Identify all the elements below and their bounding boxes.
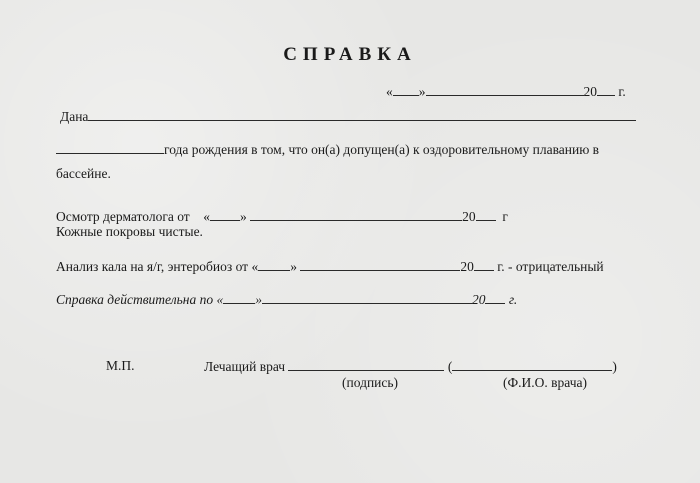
birth-line: [56, 141, 599, 158]
dermatologist-open-quote: «: [203, 209, 210, 224]
name-close-paren: ): [612, 359, 617, 374]
stool-test-year-suffix: г. - отрицательный: [497, 259, 604, 274]
date-year-prefix: 20: [583, 84, 597, 99]
doctor-name-field[interactable]: [452, 358, 612, 371]
date-close-quote: »: [418, 84, 426, 99]
validity-month-field[interactable]: [262, 291, 472, 304]
dermatologist-year-prefix: 20: [462, 209, 476, 224]
dermatologist-close-quote: »: [239, 209, 247, 224]
birth-line-text: года рождения в том, что он(а) допущен(а) к оздоровительному плаванию в: [164, 142, 600, 157]
dermatologist-year-field[interactable]: [476, 208, 496, 221]
issued-to-label: Дана: [60, 109, 89, 124]
validity-line: [56, 291, 517, 308]
stool-test-day-field[interactable]: [258, 258, 290, 271]
document-title: СПРАВКА: [283, 44, 417, 65]
validity-year-suffix: г.: [508, 292, 518, 307]
stool-test-year-prefix: 20: [460, 259, 474, 274]
birth-line-continuation: бассейне.: [56, 166, 111, 181]
validity-label: Справка действительна по «: [56, 292, 224, 307]
stool-test-close-quote: »: [290, 259, 297, 274]
validity-year-prefix: 20: [471, 292, 486, 307]
stool-test-month-field[interactable]: [300, 258, 460, 271]
dermatologist-month-field[interactable]: [250, 208, 462, 221]
doctor-name-caption: (Ф.И.О. врача): [503, 375, 588, 390]
birth-year-field[interactable]: [56, 141, 164, 154]
dermatologist-label: Осмотр дерматолога от: [56, 209, 190, 224]
dermatologist-day-field[interactable]: [210, 208, 240, 221]
signature-line: [204, 358, 617, 375]
name-open-paren: (: [447, 359, 453, 374]
stool-test-label: Анализ кала на я/г, энтеробиоз от «: [56, 259, 259, 274]
dermatologist-year-suffix: г: [502, 209, 508, 224]
issued-to-line: [60, 108, 636, 125]
validity-close-quote: »: [255, 292, 262, 307]
validity-day-field[interactable]: [223, 291, 255, 304]
stool-test-line: [56, 258, 604, 275]
validity-year-field[interactable]: [485, 291, 505, 304]
date-year-suffix: г.: [618, 84, 626, 99]
stamp-label: М.П.: [106, 358, 135, 373]
doctor-signature-field[interactable]: [288, 358, 444, 371]
issued-to-field[interactable]: [88, 108, 636, 121]
doctor-label: Лечащий врач: [204, 359, 286, 374]
dermatologist-line: [56, 208, 508, 225]
date-open-quote: «: [386, 84, 393, 99]
date-day-field[interactable]: [393, 83, 419, 96]
date-line: [386, 83, 626, 100]
stool-test-year-field[interactable]: [474, 258, 494, 271]
date-year-field[interactable]: [597, 83, 615, 96]
dermatologist-result: Кожные покровы чистые.: [56, 224, 203, 239]
signature-caption: (подпись): [342, 375, 399, 390]
date-month-field[interactable]: [426, 83, 584, 96]
